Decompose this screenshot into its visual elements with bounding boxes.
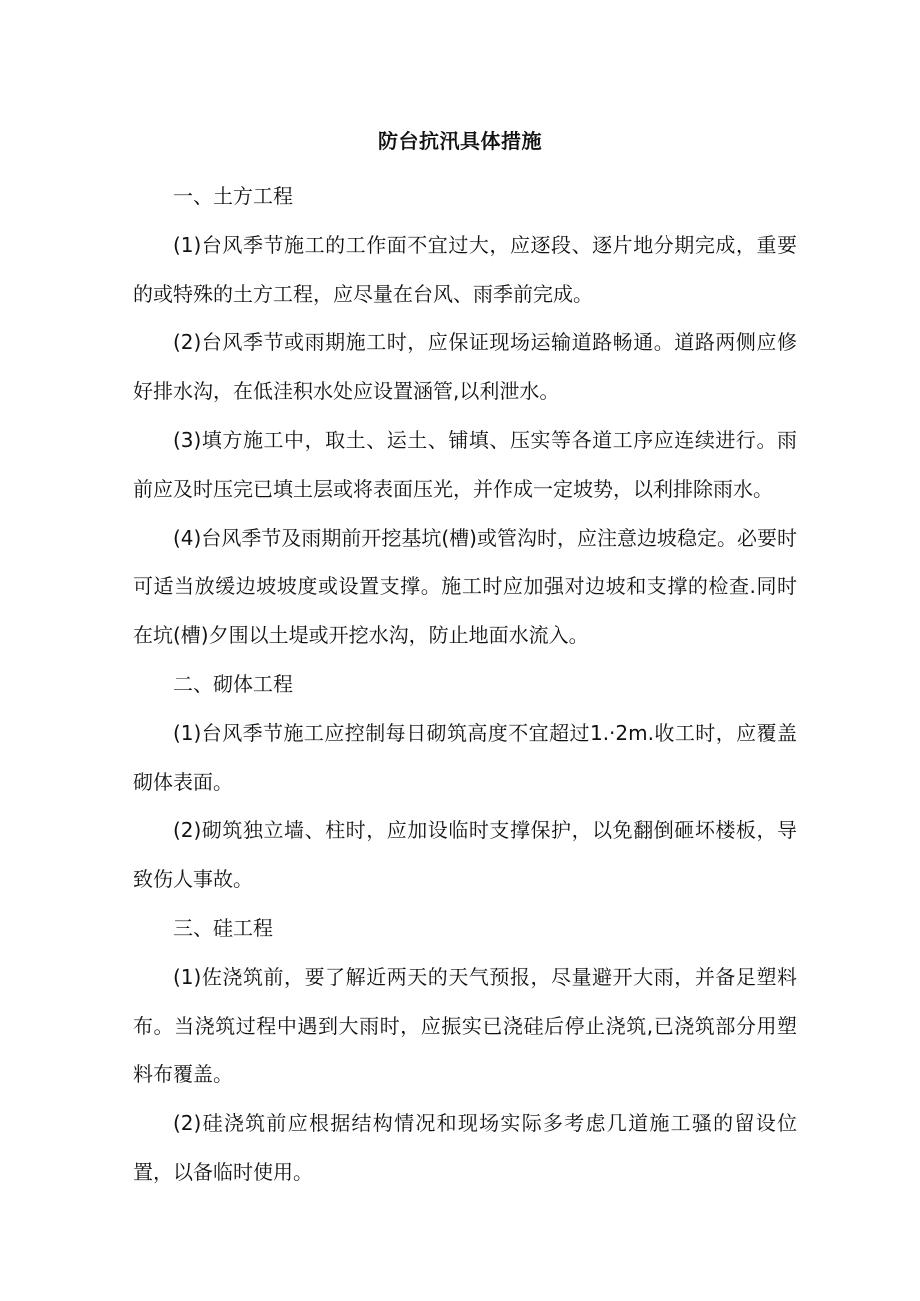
section-heading-masonry: 二、砌体工程 — [173, 671, 293, 696]
document-body — [133, 172, 797, 1197]
earthwork-paragraph-3: (3)填方施工中，取土、运土、铺填、压实等各道工序应连续进行。雨前应及时压完已填土层或将表面压光，并作成一定坡势，以利排除雨水。 — [133, 427, 797, 501]
earthwork-paragraph-2: (2)台风季节或雨期施工时，应保证现场运输道路畅通。道路两侧应修好排水沟，在低洼积水处应设置涵管,以利泄水。 — [133, 330, 797, 404]
masonry-paragraph-2: (2)砌筑独立墙、柱时，应加设临时支撑保护，以免翻倒砸坏楼板，导致伤人事故。 — [133, 818, 797, 892]
section-heading-concrete: 三、硅工程 — [173, 915, 273, 940]
concrete-paragraph-2: (2)硅浇筑前应根据结构情况和现场实际多考虑几道施工骚的留设位置，以备临时使用。 — [133, 1111, 797, 1184]
masonry-paragraph-1: (1)台风季节施工应控制每日砌筑高度不宜超过1.·2m.收工时，应覆盖砌体表面。 — [133, 720, 797, 794]
earthwork-paragraph-4: (4)台风季节及雨期前开挖基坑(槽)或管沟时，应注意边坡稳定。必要时可适当放缓边坡坡度或设置支撑。施工时应加强对边坡和支撑的检查.同时在坑(槽)夕围以土堤或开挖水沟，防止地面水流入。 — [133, 525, 797, 648]
document-title: 防台抗汛具体措施 — [378, 129, 542, 153]
earthwork-paragraph-1: (1)台风季节施工的工作面不宜过大，应逐段、逐片地分期完成，重要的或特殊的土方工程，应尽量在台风、雨季前完成。 — [133, 232, 797, 306]
section-heading-earthwork: 一、土方工程 — [173, 184, 293, 208]
concrete-paragraph-1: (1)佐浇筑前，要了解近两天的天气预报，尽量避开大雨，并备足塑料布。当浇筑过程中遇到大雨时，应振实已浇硅后停止浇筑,已浇筑部分用塑料布覆盖。 — [133, 964, 797, 1087]
